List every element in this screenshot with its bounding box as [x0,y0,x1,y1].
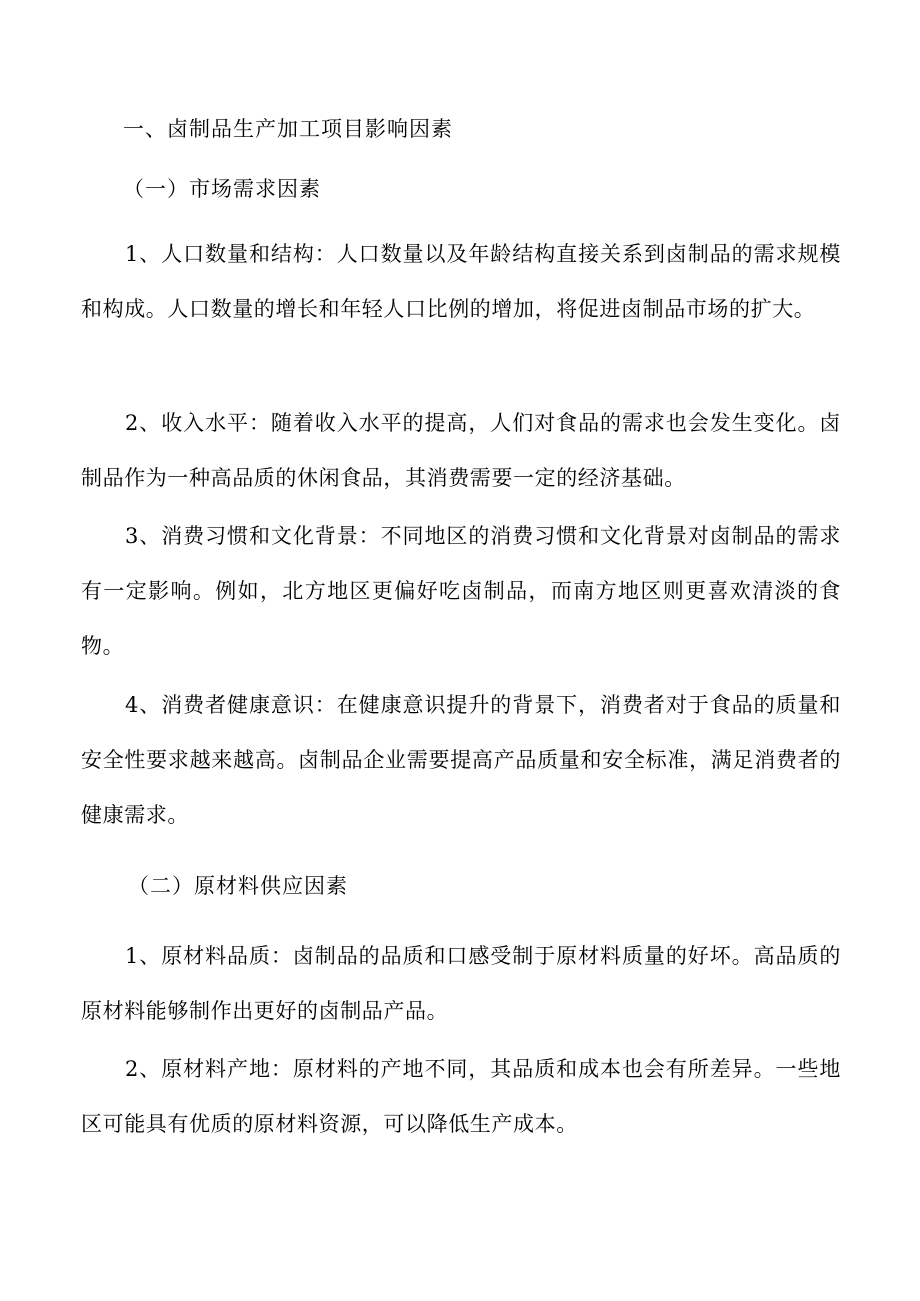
section-heading-market-demand: （一）市场需求因素 [123,177,321,201]
paragraph-consumption-habits: 3、消费习惯和文化背景：不同地区的消费习惯和文化背景对卤制品的需求有一定影响。例如，北方地区更偏好吃卤制品，而南方地区则更喜欢清淡的食物。 [81,524,841,658]
section-heading-raw-material-supply: （二）原材料供应因素 [128,874,348,898]
paragraph-raw-material-quality: 1、原材料品质：卤制品的品质和口感受制于原材料质量的好坏。高品质的原材料能够制作出更好的卤制品产品。 [81,944,841,1023]
paragraph-income: 2、收入水平：随着收入水平的提高，人们对食品的需求也会发生变化。卤制品作为一种高品质的休闲食品，其消费需要一定的经济基础。 [81,411,841,490]
main-heading: 一、卤制品生产加工项目影响因素 [123,117,453,141]
paragraph-health-awareness: 4、消费者健康意识：在健康意识提升的背景下，消费者对于食品的质量和安全性要求越来越高。卤制品企业需要提高产品质量和安全标准，满足消费者的健康需求。 [81,693,841,827]
paragraph-raw-material-origin: 2、原材料产地：原材料的产地不同，其品质和成本也会有所差异。一些地区可能具有优质的原材料资源，可以降低生产成本。 [81,1057,841,1136]
paragraph-population: 1、人口数量和结构：人口数量以及年龄结构直接关系到卤制品的需求规模和构成。人口数量的增长和年轻人口比例的增加，将促进卤制品市场的扩大。 [81,242,841,321]
